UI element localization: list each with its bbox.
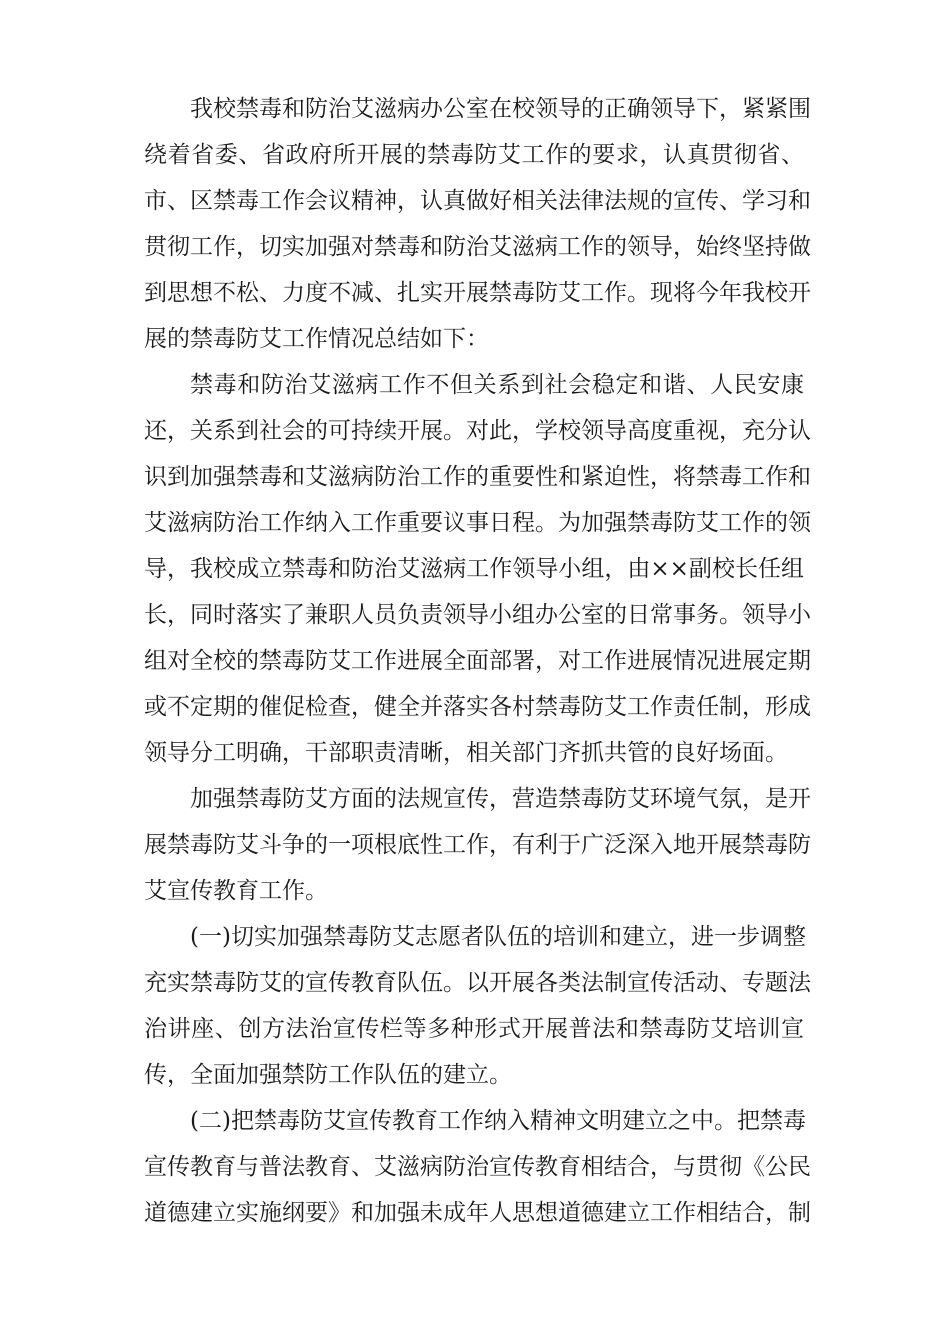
text-line: 领导分工明确，干部职责清晰，相关部门齐抓共管的良好场面。	[144, 740, 788, 766]
text-line: 市、区禁毒工作会议精神，认真做好相关法律法规的宣传、学习和	[144, 188, 811, 214]
text-line: 展禁毒防艾斗争的一项根底性工作，有利于广泛深入地开展禁毒防	[144, 832, 811, 858]
paragraph-intro	[144, 86, 811, 362]
text-line: 艾滋病防治工作纳入工作重要议事日程。为加强禁毒防艾工作的领	[144, 510, 811, 536]
text-line: 禁毒和防治艾滋病工作不但关系到社会稳定和谐、人民安康	[190, 372, 804, 398]
text-line: 加强禁毒防艾方面的法规宣传，营造禁毒防艾环境气氛，是开	[190, 786, 811, 812]
text-line: 艾宣传教育工作。	[144, 878, 328, 904]
text-line: 导，我校成立禁毒和防治艾滋病工作领导小组，由××副校长任组	[144, 556, 804, 582]
text-line: 宣传教育与普法教育、艾滋病防治宣传教育相结合，与贯彻《公民	[144, 1154, 811, 1180]
text-line: 绕着省委、省政府所开展的禁毒防艾工作的要求，认真贯彻省、	[144, 142, 804, 168]
paragraph-leadership	[144, 362, 811, 776]
document-body	[144, 86, 811, 1236]
text-line: (二)把禁毒防艾宣传教育工作纳入精神文明建立之中。把禁毒	[190, 1108, 806, 1134]
text-line: 或不定期的催促检查，健全并落实各村禁毒防艾工作责任制，形成	[144, 694, 811, 720]
paragraph-publicity	[144, 776, 811, 914]
text-line: 到思想不松、力度不减、扎实开展禁毒防艾工作。现将今年我校开	[144, 280, 811, 306]
paragraph-item-1	[144, 914, 811, 1098]
paragraph-item-2	[144, 1098, 811, 1236]
text-line: 长，同时落实了兼职人员负责领导小组办公室的日常事务。领导小	[144, 602, 811, 628]
text-line: 展的禁毒防艾工作情况总结如下：	[144, 326, 489, 352]
text-line: 传，全面加强禁防工作队伍的建立。	[144, 1062, 512, 1088]
text-line: 治讲座、创方法治宣传栏等多种形式开展普法和禁毒防艾培训宣	[144, 1016, 804, 1042]
text-line: 组对全校的禁毒防艾工作进展全面部署，对工作进展情况进展定期	[144, 648, 811, 674]
text-line: 贯彻工作，切实加强对禁毒和防治艾滋病工作的领导，始终坚持做	[144, 234, 811, 260]
text-line: 识到加强禁毒和艾滋病防治工作的重要性和紧迫性，将禁毒工作和	[144, 464, 811, 490]
text-line: 还，关系到社会的可持续开展。对此，学校领导高度重视，充分认	[144, 418, 811, 444]
text-line: 充实禁毒防艾的宣传教育队伍。以开展各类法制宣传活动、专题法	[144, 970, 811, 996]
text-line: (一)切实加强禁毒防艾志愿者队伍的培训和建立，进一步调整	[190, 924, 806, 950]
text-line: 道德建立实施纲要》和加强未成年人思想道德建立工作相结合，制	[144, 1200, 811, 1226]
text-line: 我校禁毒和防治艾滋病办公室在校领导的正确领导下，紧紧围	[190, 96, 811, 122]
